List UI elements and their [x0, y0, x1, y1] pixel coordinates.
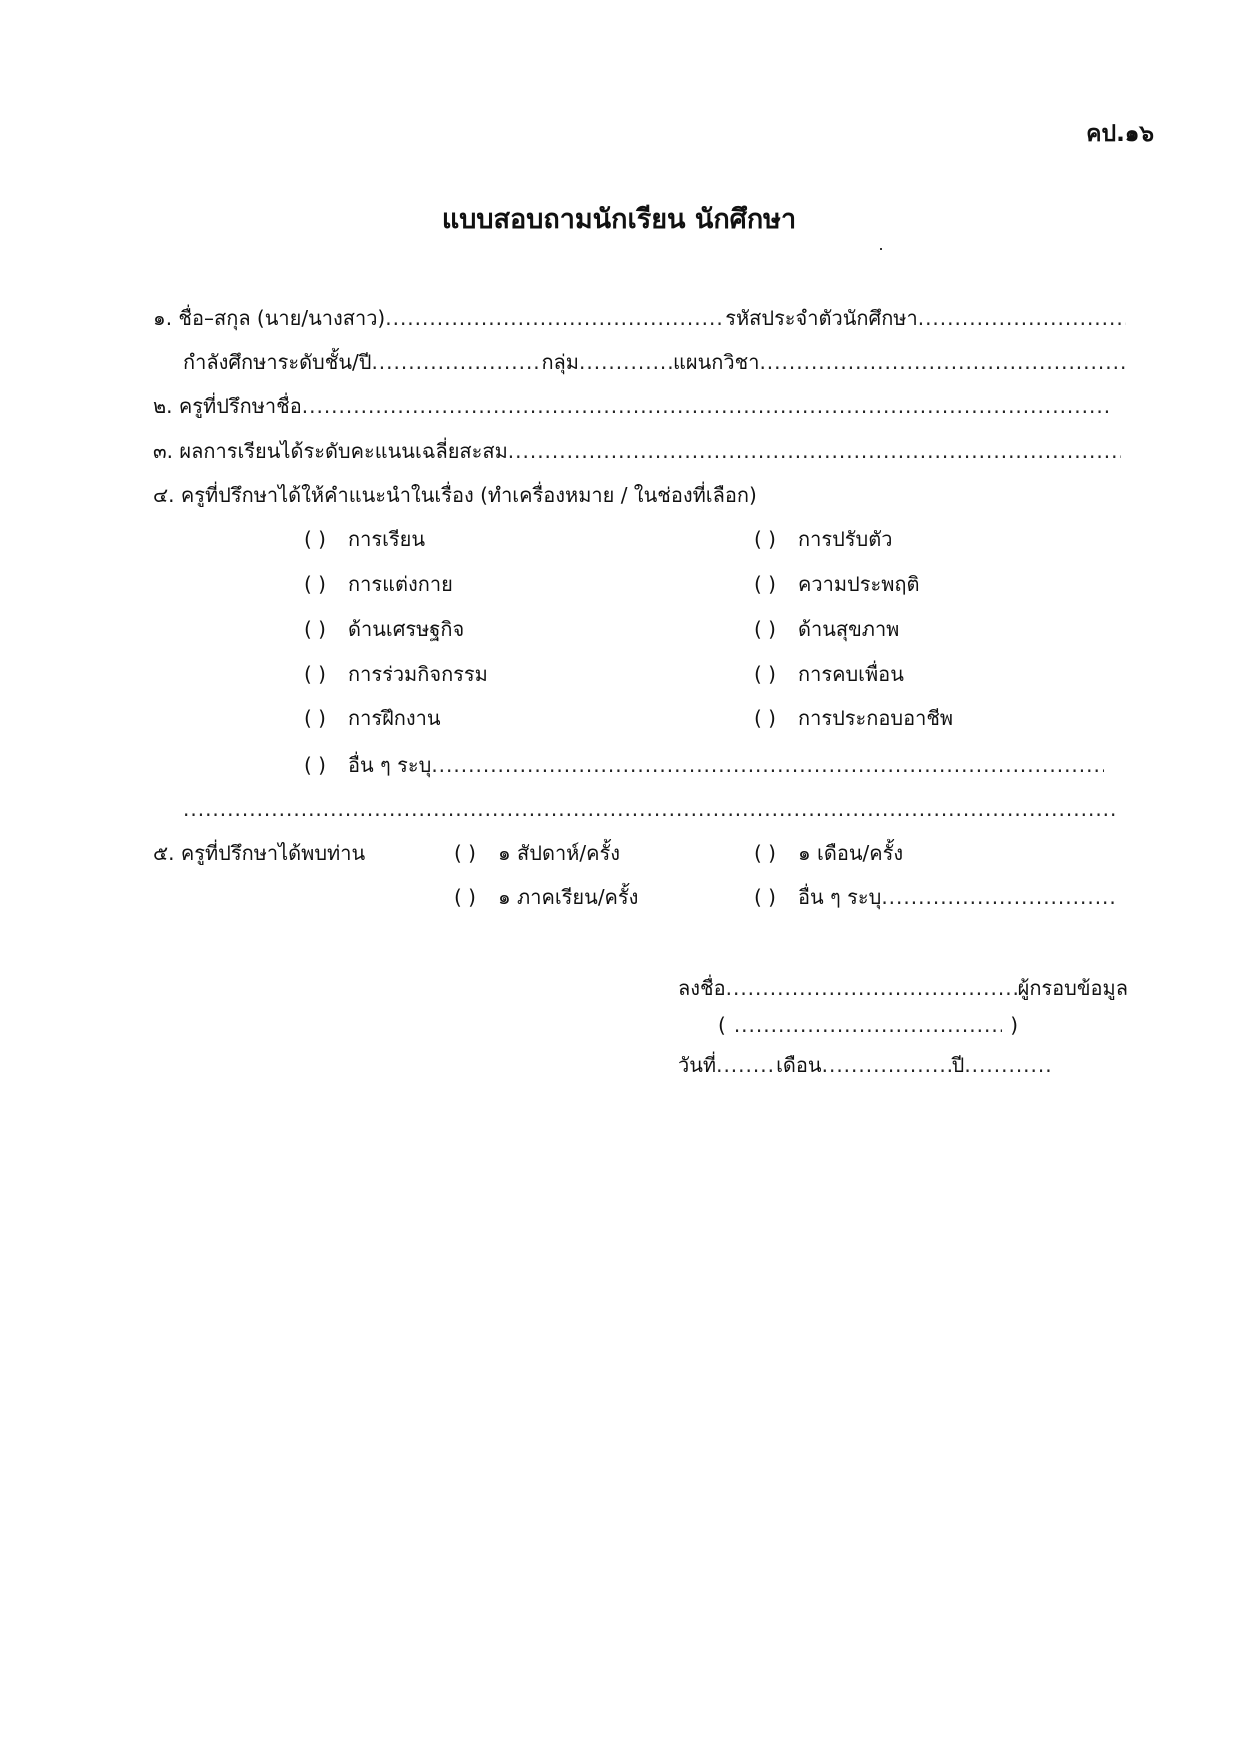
name-field[interactable]	[385, 303, 725, 333]
role-label: ผู้กรอบข้อมูล	[1017, 976, 1128, 1000]
paren-open: (	[718, 1013, 726, 1037]
checkbox[interactable]: ( )	[754, 572, 776, 596]
gpa-label: ๓. ผลการเรียนได้ระดับคะแนนเฉลี่ยสะสม	[153, 439, 508, 463]
day-field[interactable]	[716, 1050, 776, 1080]
checkbox[interactable]: ( )	[304, 753, 326, 777]
student-id-field[interactable]	[918, 303, 1126, 333]
option-adjustment[interactable]: ( ) การปรับตัว	[754, 524, 892, 554]
printed-name-row	[718, 1010, 1018, 1040]
paren-close: )	[1010, 1013, 1018, 1037]
option-behavior[interactable]: ( ) ความประพฤติ	[754, 569, 919, 599]
checkbox[interactable]: ( )	[304, 527, 326, 551]
year-field[interactable]	[964, 1050, 1050, 1080]
advisor-name-label: ๒. ครูที่ปรึกษาชื่อ	[153, 394, 302, 418]
date-row	[678, 1050, 1050, 1080]
name-label: ๑. ชื่อ–สกุล (นาย/นางสาว)	[153, 306, 386, 330]
signature-field[interactable]	[726, 973, 1018, 1003]
checkbox[interactable]: ( )	[454, 841, 476, 865]
checkbox[interactable]: ( )	[754, 885, 776, 909]
option-health[interactable]: ( ) ด้านสุขภาพ	[754, 614, 899, 644]
printed-name-field[interactable]	[734, 1010, 1002, 1040]
option-activities[interactable]: ( ) การร่วมกิจกรรม	[304, 659, 488, 689]
item3-row	[153, 436, 1121, 466]
other-field[interactable]	[431, 750, 1104, 780]
checkbox[interactable]: ( )	[454, 885, 476, 909]
other-continuation-field[interactable]	[183, 794, 1119, 824]
meeting-other-field[interactable]	[881, 882, 1114, 912]
other-label: อื่น ๆ ระบุ	[348, 753, 432, 777]
month-label: เดือน	[776, 1053, 822, 1077]
option-friends[interactable]: ( ) การคบเพื่อน	[754, 659, 904, 689]
option-dress[interactable]: ( ) การแต่งกาย	[304, 569, 453, 599]
option-monthly[interactable]: ( ) ๑ เดือน/ครั้ง	[754, 838, 903, 868]
option-career[interactable]: ( ) การประกอบอาชีพ	[754, 703, 953, 733]
checkbox[interactable]: ( )	[304, 572, 326, 596]
item5-heading	[153, 838, 365, 868]
meeting-frequency-label: ๕. ครูที่ปรึกษาได้พบท่าน	[153, 841, 366, 865]
month-field[interactable]	[822, 1050, 952, 1080]
form-code: คป.๑๖	[1086, 121, 1154, 147]
advisor-name-field[interactable]	[302, 391, 1113, 421]
option-internship[interactable]: ( ) การฝึกงาน	[304, 703, 441, 733]
other-continuation-row	[183, 794, 1119, 824]
page-title: แบบสอบถามนักเรียน นักศึกษา	[441, 204, 797, 235]
item2-row	[153, 391, 1113, 421]
gpa-field[interactable]	[508, 436, 1121, 466]
option-other-row	[304, 750, 1104, 780]
department-field[interactable]	[759, 347, 1126, 377]
option-meeting-other	[754, 882, 1114, 912]
group-label: กลุ่ม	[541, 350, 579, 374]
day-label: วันที่	[678, 1053, 717, 1077]
advice-topics-label: ๔. ครูที่ปรึกษาได้ให้คำแนะนำในเรื่อง (ทำเครื่องหมาย / ในช่องที่เลือก)	[153, 483, 757, 507]
option-semester[interactable]: ( ) ๑ ภาคเรียน/ครั้ง	[454, 882, 638, 912]
level-field[interactable]	[371, 347, 541, 377]
item1-row1	[153, 303, 1126, 333]
option-study[interactable]: ( ) การเรียน	[304, 524, 425, 554]
option-weekly[interactable]: ( ) ๑ สัปดาห์/ครั้ง	[454, 838, 620, 868]
checkbox[interactable]: ( )	[304, 617, 326, 641]
signature-row	[678, 973, 1128, 1003]
option-economy[interactable]: ( ) ด้านเศรษฐกิจ	[304, 614, 464, 644]
checkbox[interactable]: ( )	[754, 527, 776, 551]
meeting-other-label: อื่น ๆ ระบุ	[798, 885, 882, 909]
checkbox[interactable]: ( )	[754, 706, 776, 730]
stray-mark	[880, 248, 882, 250]
checkbox[interactable]: ( )	[304, 706, 326, 730]
student-id-label: รหัสประจำตัวนักศึกษา	[725, 306, 918, 330]
item1-row2	[183, 347, 1126, 377]
checkbox[interactable]: ( )	[754, 617, 776, 641]
level-label: กำลังศึกษาระดับชั้น/ปี	[183, 350, 372, 374]
group-field[interactable]	[579, 347, 673, 377]
checkbox[interactable]: ( )	[304, 662, 326, 686]
sign-label: ลงชื่อ	[678, 976, 726, 1000]
department-label: แผนกวิชา	[673, 350, 760, 374]
checkbox[interactable]: ( )	[754, 662, 776, 686]
checkbox[interactable]: ( )	[754, 841, 776, 865]
year-label: ปี	[951, 1053, 965, 1077]
item4-heading	[153, 480, 757, 510]
